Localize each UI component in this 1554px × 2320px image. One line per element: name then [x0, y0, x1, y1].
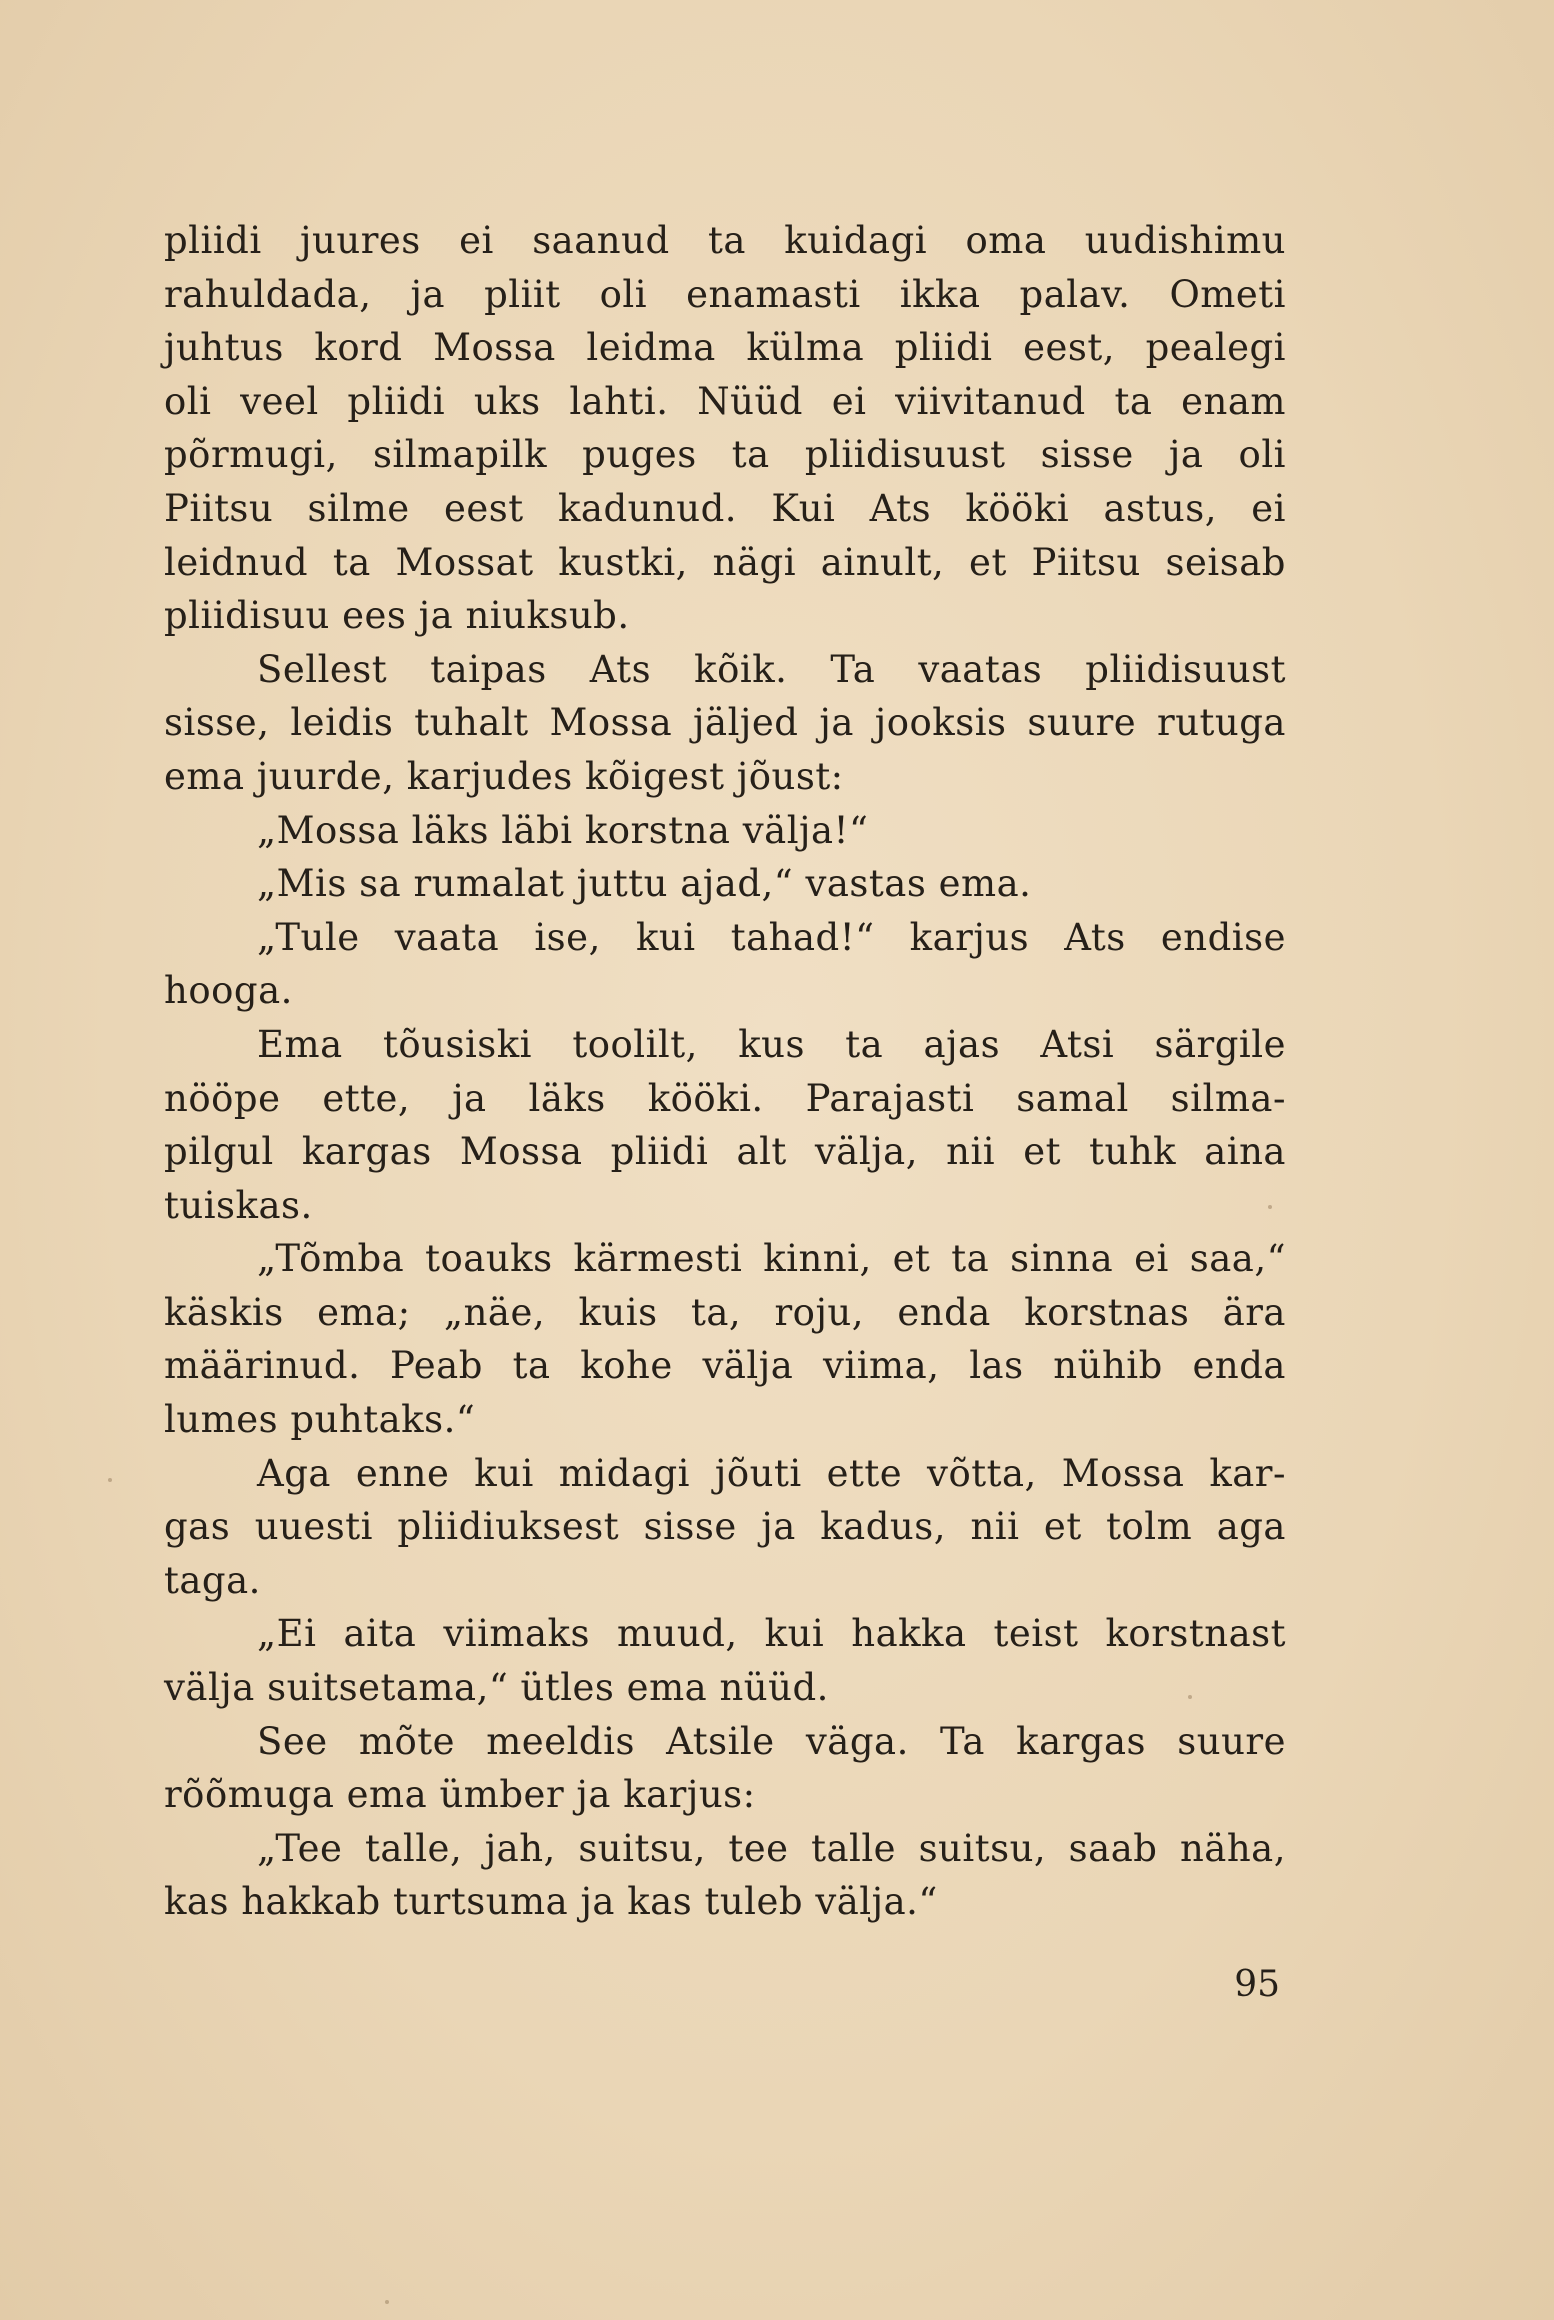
body-text: [164, 214, 1286, 1929]
text-line: ema juurde, karjudes kõigest jõust:: [164, 754, 844, 798]
text-line: juhtus kord Mossa leidma külma pliidi eest, pealegi: [164, 326, 1286, 370]
paper-speck: [1268, 1205, 1272, 1209]
dialogue-line: „Tee talle, jah, suitsu, tee talle suitsu, saab näha,: [257, 1826, 1286, 1870]
text-line: pliidisuu ees ja niuksub.: [164, 594, 630, 638]
text-line: taga.: [164, 1558, 261, 1602]
text-line: käskis ema; „näe, kuis ta, roju, enda korstnas ära: [164, 1290, 1286, 1334]
page-number: 95: [1234, 1964, 1280, 2005]
dialogue-line: „Mossa läks läbi korstna välja!“: [257, 808, 869, 852]
text-line: rõõmuga ema ümber ja karjus:: [164, 1773, 756, 1817]
text-line: See mõte meeldis Atsile väga. Ta kargas suure: [257, 1719, 1286, 1763]
text-line: rahuldada, ja pliit oli enamasti ikka palav. Ometi: [164, 272, 1286, 316]
text-line: välja suitsetama,“ ütles ema nüüd.: [164, 1666, 829, 1710]
text-line: leidnud ta Mossat kustki, nägi ainult, et Piitsu seisab: [164, 540, 1286, 584]
text-line: hooga.: [164, 969, 293, 1013]
text-line: tuiskas.: [164, 1183, 313, 1227]
dialogue-line: „Mis sa rumalat juttu ajad,“ vastas ema.: [257, 862, 1032, 906]
paper-speck: [385, 2300, 389, 2304]
dialogue-line: „Ei aita viimaks muud, kui hakka teist korstnast: [257, 1612, 1286, 1656]
text-line: kas hakkab turtsuma ja kas tuleb välja.“: [164, 1880, 938, 1924]
text-line: Ema tõusiski toolilt, kus ta ajas Atsi särgile: [257, 1022, 1286, 1066]
text-line: pliidi juures ei saanud ta kuidagi oma uudishimu: [164, 219, 1286, 262]
text-line: Sellest taipas Ats kõik. Ta vaatas pliidisuust: [257, 647, 1286, 691]
text-line: Aga enne kui midagi jõuti ette võtta, Mossa kar-: [257, 1451, 1286, 1495]
text-line: Piitsu silme eest kadunud. Kui Ats kööki astus, ei: [164, 486, 1286, 530]
dialogue-line: „Tule vaata ise, kui tahad!“ karjus Ats endise: [257, 915, 1286, 959]
paper-speck: [1188, 1695, 1192, 1699]
text-line: nööpe ette, ja läks kööki. Parajasti samal silma-: [164, 1076, 1286, 1120]
dialogue-line: „Tõmba toauks kärmesti kinni, et ta sinna ei saa,“: [257, 1237, 1286, 1281]
paper-speck: [108, 1478, 112, 1482]
text-line: pilgul kargas Mossa pliidi alt välja, nii et tuhk aina: [164, 1130, 1286, 1174]
text-line: oli veel pliidi uks lahti. Nüüd ei viivitanud ta enam: [164, 379, 1286, 423]
text-line: sisse, leidis tuhalt Mossa jäljed ja jooksis suure rutuga: [164, 701, 1286, 745]
text-line: gas uuesti pliidiuksest sisse ja kadus, nii et tolm aga: [164, 1505, 1286, 1549]
text-line: lumes puhtaks.“: [164, 1398, 476, 1442]
text-line: põrmugi, silmapilk puges ta pliidisuust sisse ja oli: [164, 433, 1286, 477]
text-line: määrinud. Peab ta kohe välja viima, las nühib enda: [164, 1344, 1286, 1388]
